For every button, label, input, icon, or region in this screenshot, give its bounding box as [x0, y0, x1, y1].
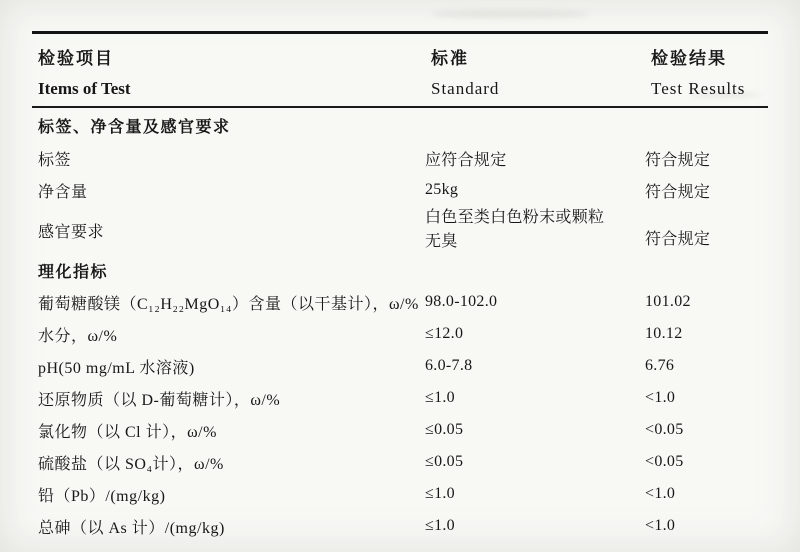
result-cell: 符合规定 [645, 231, 711, 248]
standard-cell: ≤0.05 [425, 453, 464, 470]
standard-cell: 6.0-7.8 [425, 357, 473, 374]
col-header-standard-zh: 标准 [431, 49, 469, 68]
standard-cell: 98.0-102.0 [425, 293, 498, 310]
item-cell: 铅（Pb）/(mg/kg) [38, 487, 166, 505]
col-header-results-en: Test Results [651, 79, 746, 98]
result-cell: <1.0 [645, 389, 676, 406]
result-cell: <1.0 [645, 485, 676, 502]
col-header-standard [425, 43, 645, 103]
section-title: 标签、净含量及感官要求 [38, 118, 231, 136]
col-header-items-zh: 检验项目 [38, 49, 114, 68]
result-cell: <1.0 [645, 517, 676, 534]
table-row [32, 174, 768, 206]
item-cell: 总砷（以 As 计）/(mg/kg) [38, 519, 225, 537]
table-row [32, 382, 768, 414]
standard-line-1: 白色至类白色粉末或颗粒 [425, 209, 605, 226]
item-cell: 感官要求 [38, 223, 105, 241]
table-header [32, 31, 768, 108]
table-row [32, 318, 768, 350]
item-cell: 硫酸盐（以 SO₄计），ω/% [38, 455, 224, 473]
table-row [32, 206, 768, 254]
col-header-results [645, 43, 768, 103]
standard-line-2: 无臭 [425, 233, 458, 250]
section-header-row [32, 108, 768, 142]
item-cell: pH(50 mg/mL 水溶液) [38, 359, 195, 377]
standard-cell: ≤1.0 [425, 485, 455, 502]
item-cell: 标签 [38, 151, 72, 169]
table-row [32, 446, 768, 478]
col-header-standard-en: Standard [431, 79, 500, 98]
item-cell: 氯化物（以 Cl 计），ω/% [38, 423, 217, 441]
section-header-row [32, 254, 768, 286]
result-cell: 符合规定 [645, 151, 711, 169]
result-cell: 6.76 [645, 357, 675, 374]
standard-cell: ≤1.0 [425, 517, 455, 534]
item-cell: 水分，ω/% [38, 327, 118, 345]
test-report-table [32, 31, 768, 542]
result-cell: <0.05 [645, 421, 684, 438]
standard-cell [425, 206, 645, 254]
table-row [32, 286, 768, 318]
table-row [32, 142, 768, 174]
col-header-results-zh: 检验结果 [651, 49, 727, 68]
standard-cell: ≤1.0 [425, 389, 455, 406]
col-header-items-en: Items of Test [38, 79, 131, 98]
section-title: 理化指标 [38, 263, 109, 281]
standard-cell: 25kg [425, 181, 459, 198]
item-cell: 还原物质（以 D-葡萄糖计），ω/% [38, 391, 281, 409]
standard-cell: 应符合规定 [425, 151, 507, 169]
scan-artifact [430, 10, 590, 18]
item-cell: 葡萄糖酸镁（C₁₂H₂₂MgO₁₄）含量（以干基计），ω/% [38, 295, 419, 313]
item-cell: 净含量 [38, 183, 88, 201]
result-cell: <0.05 [645, 453, 684, 470]
standard-cell: ≤0.05 [425, 421, 464, 438]
table-row [32, 478, 768, 510]
table-row [32, 350, 768, 382]
result-cell: 符合规定 [645, 183, 711, 201]
result-cell: 10.12 [645, 325, 683, 342]
standard-cell: ≤12.0 [425, 325, 464, 342]
table-row [32, 510, 768, 542]
col-header-items [32, 43, 425, 103]
table-row [32, 414, 768, 446]
result-cell: 101.02 [645, 293, 691, 310]
